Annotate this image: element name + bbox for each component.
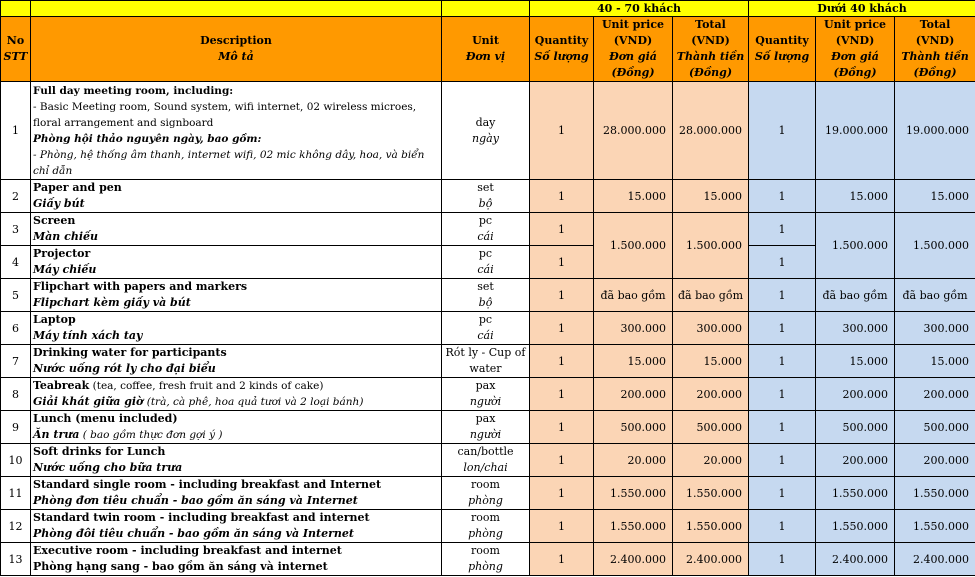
table-row: 2 Paper and pen Giấy bút set bộ 1 15.000 15.000 1 15.000 15.000	[1, 180, 975, 213]
col-header-qty-1: Quantity Số lượng	[530, 17, 594, 82]
table-row: 1 Full day meeting room, including: - Basic Meeting room, Sound system, wifi internet, 02 wireless microes, floral arrangement and signboard Phòng hội thảo nguyên ngày, bao gồm: - Phòng, hệ thống âm thanh, internet wifi, 02 mic không dây, hoa, và biển chỉ dẫn day ngày 1 28.000.000 28.000.000 1 19.000.000 19.000.000	[1, 82, 975, 180]
table-row: 6 Laptop Máy tính xách tay pc cái 1 300.000 300.000 1 300.000 300.000	[1, 312, 975, 345]
table-row: 5 Flipchart with papers and markers Flipchart kèm giấy và bút set bộ 1 đã bao gồm đã bao gồm 1 đã bao gồm đã bao gồm	[1, 279, 975, 312]
col-header-price-2: Unit price (VND) Đơn giá (Đồng)	[816, 17, 895, 82]
col-header-unit: Unit Đơn vị	[442, 17, 530, 82]
column-header-row	[1, 17, 975, 82]
table-row: 7 Drinking water for participants Nước uống rót ly cho đại biểu Rót ly - Cup of water 1 15.000 15.000 1 15.000 15.000	[1, 345, 975, 378]
table-row: 13 Executive room - including breakfast and internet Phòng hạng sang - bao gồm ăn sáng và internet room phòng 1 2.400.000 2.400.000 1 2.400.000 2.400.000	[1, 543, 975, 576]
group-header-2: Dưới 40 khách	[749, 1, 975, 17]
group-header-row	[1, 1, 975, 17]
col-header-qty-2: Quantity Số lượng	[749, 17, 816, 82]
table-row: 12 Standard twin room - including breakfast and internet Phòng đôi tiêu chuẩn - bao gồm ăn sáng và Internet room phòng 1 1.550.000 1.550.000 1 1.550.000 1.550.000	[1, 510, 975, 543]
col-header-total-1: Total (VND) Thành tiền (Đồng)	[673, 17, 749, 82]
col-header-total-2: Total (VND) Thành tiền (Đồng)	[895, 17, 975, 82]
col-header-no: No STT	[1, 17, 31, 82]
table-row: 11 Standard single room - including breakfast and Internet Phòng đơn tiêu chuẩn - bao gồm ăn sáng và Internet room phòng 1 1.550.000 1.550.000 1 1.550.000 1.550.000	[1, 477, 975, 510]
table-row: 3 Screen Màn chiếu pc cái 1 1.500.000 1.500.000 1 1.500.000 1.500.000	[1, 213, 975, 246]
col-header-price-1: Unit price (VND) Đơn giá (Đồng)	[594, 17, 673, 82]
col-header-desc: Description Mô tả	[31, 17, 442, 82]
table-row: 9 Lunch (menu included) Ăn trưa ( bao gồm thực đơn gợi ý ) pax người 1 500.000 500.000 1 500.000 500.000	[1, 411, 975, 444]
table-row: 4 Projector Máy chiếu pc cái 1 1	[1, 246, 975, 279]
table-row: 10 Soft drinks for Lunch Nước uống cho bữa trưa can/bottle lon/chai 1 20.000 20.000 1 200.000 200.000	[1, 444, 975, 477]
group-header-1: 40 - 70 khách	[530, 1, 749, 17]
table-row: 8 Teabreak (tea, coffee, fresh fruit and 2 kinds of cake) Giải khát giữa giờ (trà, cà phê, hoa quả tươi và 2 loại bánh) pax người 1 200.000 200.000 1 200.000 200.000	[1, 378, 975, 411]
